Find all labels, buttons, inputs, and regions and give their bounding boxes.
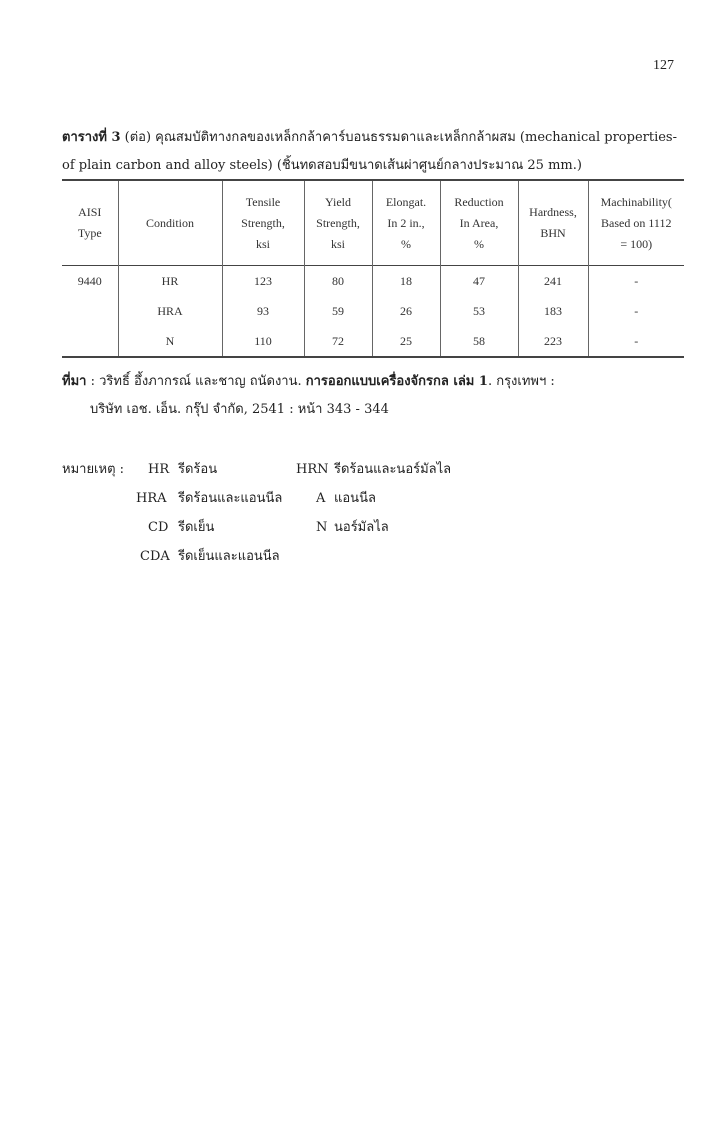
table-cell: 47: [440, 266, 518, 297]
table-cell: -: [634, 273, 639, 288]
header-tensile-strength: Tensile Strength, ksi: [222, 180, 304, 266]
table-cell: -: [634, 303, 639, 318]
source-book-title: การออกแบบเครื่องจักรกล เล่ม 1: [305, 374, 488, 389]
note-desc: รีดร้อนและนอร์มัลไล: [334, 462, 452, 477]
table-cell: 59: [304, 296, 372, 326]
caption-label: ตารางที่ 3: [62, 130, 121, 145]
table-row: [62, 266, 684, 297]
table-caption: [62, 124, 692, 180]
note-desc: รีดร้อน: [178, 462, 218, 477]
header-hardness: Hardness, BHN: [518, 180, 588, 266]
note-code: A: [316, 491, 326, 506]
table-cell: 58: [440, 326, 518, 357]
note-desc: แอนนีล: [334, 491, 376, 506]
notes-label: หมายเหตุ :: [62, 462, 125, 477]
source-authors: : วริทธิ์ อึ้งภากรณ์ และชาญ ถนัดงาน.: [86, 374, 306, 389]
table-cell: 9440: [62, 266, 118, 297]
header-row: [62, 180, 684, 266]
note-code: CD: [148, 520, 169, 535]
note-desc: รีดร้อนและแอนนีล: [178, 491, 283, 506]
table-cell: 72: [304, 326, 372, 357]
source-line-2: บริษัท เอช. เอ็น. กรุ๊ป จำกัด, 2541 : หน้า 343 - 344: [90, 402, 389, 417]
caption-text: (ต่อ) คุณสมบัติทางกลของเหล็กกล้าคาร์บอนธรรมดาและเหล็กกล้าผสม (mechanical properties-: [120, 130, 677, 145]
table-cell: 26: [372, 296, 440, 326]
note-code: HR: [148, 462, 170, 477]
note-code: CDA: [140, 549, 170, 564]
table-cell: -: [634, 333, 639, 348]
note-code: HRN: [296, 462, 329, 477]
page-number: 127: [653, 58, 674, 73]
table-cell: [62, 326, 118, 357]
table-cell: 110: [222, 326, 304, 357]
header-condition: Condition: [118, 180, 222, 266]
table-cell: 18: [372, 266, 440, 297]
caption-line-2: of plain carbon and alloy steels) (ชิ้นทดสอบมีขนาดเส้นผ่าศูนย์กลางประมาณ 25 mm.): [62, 158, 582, 173]
table-cell: HR: [118, 266, 222, 297]
source-label: ที่มา: [62, 374, 87, 389]
note-desc: นอร์มัลไล: [334, 520, 389, 535]
table-cell: HRA: [118, 296, 222, 326]
table-cell: 241: [518, 266, 588, 297]
note-desc: รีดเย็น: [178, 520, 215, 535]
note-code: N: [316, 520, 328, 535]
properties-table: [62, 179, 684, 358]
table-cell: 93: [222, 296, 304, 326]
table-cell: 183: [518, 296, 588, 326]
header-machinability: Machinability( Based on 1112 = 100): [600, 194, 672, 251]
note-desc: รีดเย็นและแอนนีล: [178, 549, 280, 564]
table-cell: 123: [222, 266, 304, 297]
header-yield-strength: Yield Strength, ksi: [304, 180, 372, 266]
source-place: . กรุงเทพฯ :: [487, 374, 555, 389]
header-aisi-type: AISI Type: [62, 180, 118, 266]
table-cell: 80: [304, 266, 372, 297]
table-cell: 223: [518, 326, 588, 357]
source-citation: [62, 368, 555, 424]
table-cell: [62, 296, 118, 326]
caption-line-1: [62, 124, 692, 152]
source-line-1: [62, 374, 555, 389]
table-row: [62, 296, 684, 326]
table-row: [62, 326, 684, 357]
header-reduction-in-area: Reduction In Area, %: [440, 180, 518, 266]
header-elongation: Elongat. In 2 in., %: [372, 180, 440, 266]
table-cell: N: [118, 326, 222, 357]
note-code: HRA: [136, 491, 167, 506]
table-cell: 53: [440, 296, 518, 326]
table-cell: 25: [372, 326, 440, 357]
